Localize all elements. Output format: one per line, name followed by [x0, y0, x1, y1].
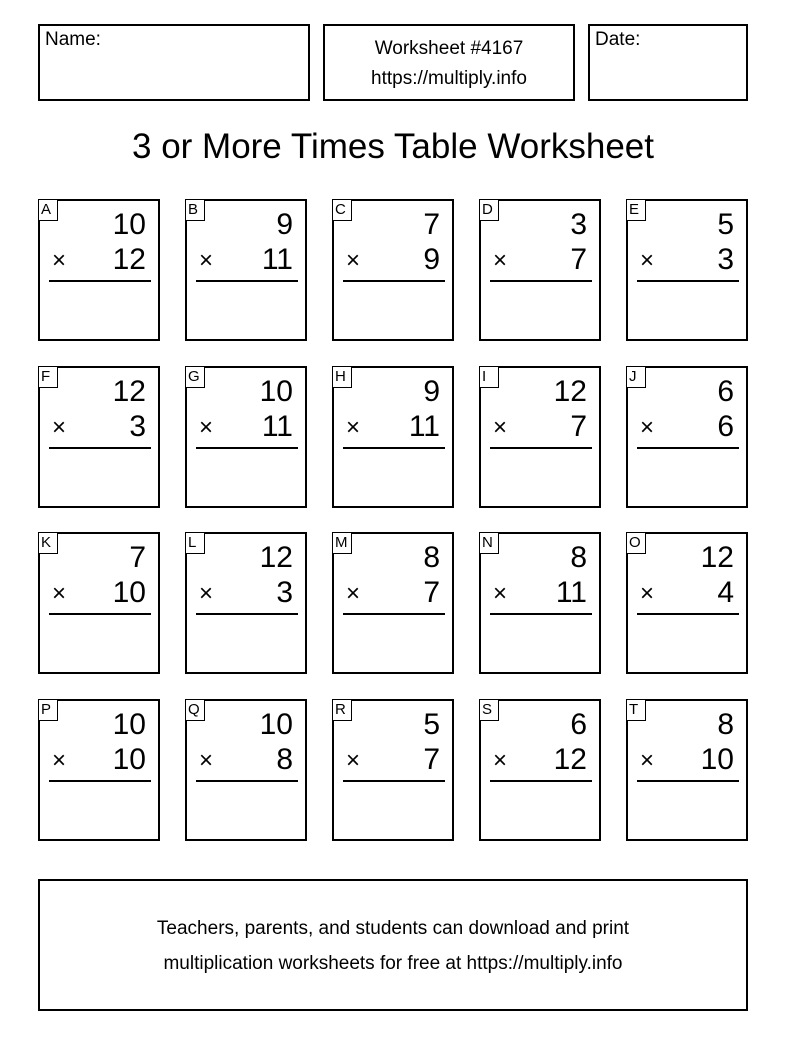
times-sign: × [199, 580, 214, 607]
times-sign: × [199, 747, 214, 774]
problem-card[interactable] [479, 366, 601, 508]
multiplicand: 10 [259, 708, 293, 741]
multiplicand: 3 [570, 208, 587, 241]
multiplicand: 12 [112, 375, 146, 408]
multiplicand: 10 [259, 375, 293, 408]
problem-letter: K [38, 532, 58, 554]
multiplier: 10 [700, 743, 734, 776]
answer-line [490, 280, 592, 282]
multiplier: 6 [717, 410, 734, 443]
problem-letter: F [38, 366, 58, 388]
problem-letter: Q [185, 699, 205, 721]
times-sign: × [52, 747, 67, 774]
worksheet-id: Worksheet #4167 [374, 38, 524, 59]
problem-card[interactable] [38, 532, 160, 674]
answer-line [343, 613, 445, 615]
problem-card[interactable] [479, 699, 601, 841]
multiplicand: 10 [112, 708, 146, 741]
answer-line [49, 613, 151, 615]
problem-letter: A [38, 199, 58, 221]
answer-line [196, 613, 298, 615]
problem-letter: O [626, 532, 646, 554]
multiplier: 11 [408, 410, 440, 443]
multiplier: 7 [570, 243, 587, 276]
times-sign: × [493, 580, 508, 607]
multiplier: 11 [261, 410, 293, 443]
multiplicand: 5 [717, 208, 734, 241]
problem-letter: D [479, 199, 499, 221]
problem-card[interactable] [626, 532, 748, 674]
problem-card[interactable] [38, 199, 160, 341]
problem-letter: I [479, 366, 499, 388]
problem-card[interactable] [332, 366, 454, 508]
answer-line [343, 780, 445, 782]
problem-letter: N [479, 532, 499, 554]
answer-line [49, 780, 151, 782]
footer-box [38, 879, 748, 1011]
multiplier: 7 [570, 410, 587, 443]
multiplicand: 12 [700, 541, 734, 574]
multiplicand: 12 [259, 541, 293, 574]
worksheet-url: https://multiply.info [371, 68, 527, 89]
footer-line-1: Teachers, parents, and students can download and print [156, 918, 630, 939]
problem-letter: C [332, 199, 352, 221]
times-sign: × [346, 247, 361, 274]
problem-card[interactable] [626, 699, 748, 841]
times-sign: × [640, 247, 655, 274]
multiplicand: 8 [423, 541, 440, 574]
multiplier: 4 [717, 576, 734, 609]
problem-card[interactable] [185, 199, 307, 341]
problem-letter: R [332, 699, 352, 721]
multiplier: 10 [112, 576, 146, 609]
answer-line [637, 780, 739, 782]
answer-line [637, 613, 739, 615]
times-sign: × [52, 414, 67, 441]
problem-card[interactable] [479, 532, 601, 674]
multiplier: 11 [555, 576, 587, 609]
multiplicand: 10 [112, 208, 146, 241]
multiplier: 12 [553, 743, 587, 776]
problem-card[interactable] [332, 699, 454, 841]
name-label: Name: [45, 29, 101, 50]
multiplicand: 7 [423, 208, 440, 241]
times-sign: × [640, 580, 655, 607]
multiplier: 10 [112, 743, 146, 776]
answer-line [490, 613, 592, 615]
times-sign: × [640, 414, 655, 441]
problem-letter: J [626, 366, 646, 388]
multiplier: 3 [717, 243, 734, 276]
times-sign: × [493, 747, 508, 774]
answer-line [343, 447, 445, 449]
multiplicand: 12 [553, 375, 587, 408]
problem-card[interactable] [626, 199, 748, 341]
problem-letter: G [185, 366, 205, 388]
answer-line [490, 447, 592, 449]
answer-line [343, 280, 445, 282]
times-sign: × [346, 747, 361, 774]
problem-card[interactable] [38, 366, 160, 508]
problem-letter: P [38, 699, 58, 721]
problem-card[interactable] [479, 199, 601, 341]
problem-letter: S [479, 699, 499, 721]
date-label: Date: [595, 29, 641, 50]
problem-letter: B [185, 199, 205, 221]
multiplicand: 9 [276, 208, 293, 241]
footer-line-2: multiplication worksheets for free at https://multiply.info [163, 953, 623, 974]
multiplicand: 5 [423, 708, 440, 741]
answer-line [49, 447, 151, 449]
problem-card[interactable] [185, 699, 307, 841]
answer-line [196, 780, 298, 782]
problem-card[interactable] [626, 366, 748, 508]
problem-card[interactable] [38, 699, 160, 841]
multiplicand: 7 [129, 541, 146, 574]
problem-letter: H [332, 366, 352, 388]
problem-card[interactable] [185, 532, 307, 674]
page-title: 3 or More Times Table Worksheet [132, 127, 654, 166]
multiplier: 3 [276, 576, 293, 609]
multiplier: 3 [129, 410, 146, 443]
times-sign: × [493, 414, 508, 441]
multiplicand: 6 [717, 375, 734, 408]
times-sign: × [52, 247, 67, 274]
times-sign: × [640, 747, 655, 774]
problem-letter: M [332, 532, 352, 554]
multiplier: 11 [261, 243, 293, 276]
times-sign: × [346, 414, 361, 441]
answer-line [49, 280, 151, 282]
multiplier: 7 [423, 576, 440, 609]
multiplier: 7 [423, 743, 440, 776]
multiplier: 9 [423, 243, 440, 276]
answer-line [490, 780, 592, 782]
answer-line [196, 280, 298, 282]
multiplicand: 8 [570, 541, 587, 574]
problem-card[interactable] [332, 199, 454, 341]
answer-line [196, 447, 298, 449]
multiplicand: 9 [423, 375, 440, 408]
problem-letter: T [626, 699, 646, 721]
multiplicand: 8 [717, 708, 734, 741]
problem-letter: E [626, 199, 646, 221]
times-sign: × [346, 580, 361, 607]
problem-card[interactable] [185, 366, 307, 508]
multiplier: 8 [276, 743, 293, 776]
times-sign: × [199, 414, 214, 441]
times-sign: × [199, 247, 214, 274]
problem-letter: L [185, 532, 205, 554]
answer-line [637, 447, 739, 449]
times-sign: × [52, 580, 67, 607]
multiplicand: 6 [570, 708, 587, 741]
times-sign: × [493, 247, 508, 274]
multiplier: 12 [112, 243, 146, 276]
problem-card[interactable] [332, 532, 454, 674]
answer-line [637, 280, 739, 282]
